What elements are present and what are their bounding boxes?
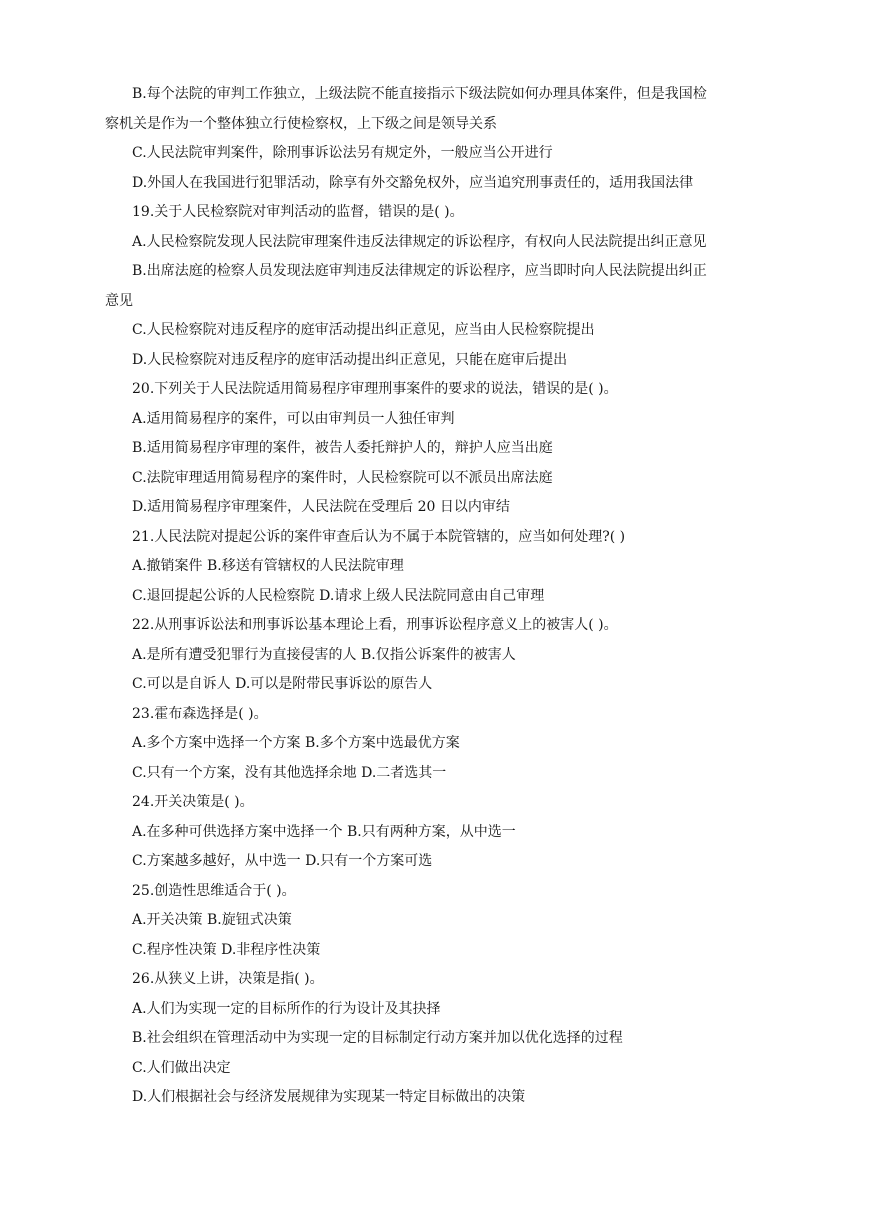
text-line: C.退回提起公诉的人民检察院 D.请求上级人民法院同意由自己审理	[132, 587, 545, 604]
text-line: 21.人民法院对提起公诉的案件审查后认为不属于本院管辖的，应当如何处理?( )	[132, 528, 626, 545]
text-line: D.外国人在我国进行犯罪活动，除享有外交豁免权外，应当追究刑事责任的，适用我国法律	[132, 174, 694, 191]
text-line: A.人民检察院发现人民法院审理案件违反法律规定的诉讼程序，有权向人民法院提出纠正意见	[132, 233, 707, 250]
text-line: 24.开关决策是( )。	[132, 794, 254, 810]
text-line: 22.从刑事诉讼法和刑事诉讼基本理论上看，刑事诉讼程序意义上的被害人( )。	[132, 617, 618, 633]
text-line: 察机关是作为一个整体独立行使检察权，上下级之间是领导关系	[105, 115, 497, 132]
text-line: 23.霍布森选择是( )。	[132, 705, 268, 722]
text-line: A.适用简易程序的案件，可以由审判员一人独任审判	[132, 410, 455, 427]
text-line: A.是所有遭受犯罪行为直接侵害的人 B.仅指公诉案件的被害人	[132, 646, 516, 663]
text-line: B.每个法院的审判工作独立，上级法院不能直接指示下级法院如何办理具体案件，但是我国检	[132, 86, 707, 102]
text-line: 25.创造性思维适合于( )。	[132, 882, 296, 899]
text-line: C.可以是自诉人 D.可以是附带民事诉讼的原告人	[132, 676, 433, 692]
text-line: A.多个方案中选择一个方案 B.多个方案中选最优方案	[132, 735, 460, 751]
text-line: B.社会组织在管理活动中为实现一定的目标制定行动方案并加以优化选择的过程	[132, 1030, 623, 1046]
text-line: D.人们根据社会与经济发展规律为实现某一特定目标做出的决策	[132, 1089, 526, 1105]
text-line: 20.下列关于人民法院适用简易程序审理刑事案件的要求的说法，错误的是( )。	[132, 381, 618, 397]
text-line: B.适用简易程序审理的案件，被告人委托辩护人的，辩护人应当出庭	[132, 440, 553, 456]
text-line: A.撤销案件 B.移送有管辖权的人民法院审理	[132, 558, 404, 574]
text-line: C.方案越多越好，从中选一 D.只有一个方案可选	[132, 853, 433, 869]
text-line: C.程序性决策 D.非程序性决策	[132, 941, 321, 958]
text-line: C.人民检察院对违反程序的庭审活动提出纠正意见，应当由人民检察院提出	[132, 322, 595, 338]
text-line: 意见	[105, 292, 133, 309]
text-line: A.人们为实现一定的目标所作的行为设计及其抉择	[132, 1000, 441, 1017]
text-line: D.适用简易程序审理案件，人民法院在受理后 20 日以内审结	[132, 499, 510, 515]
text-line: C.只有一个方案，没有其他选择余地 D.二者选其一	[132, 764, 447, 781]
text-line: D.人民检察院对违反程序的庭审活动提出纠正意见，只能在庭审后提出	[132, 351, 568, 368]
text-line: C.人们做出决定	[132, 1059, 231, 1076]
text-line: A.在多种可供选择方案中选择一个 B.只有两种方案，从中选一	[132, 823, 516, 840]
text-line: A.开关决策 B.旋钮式决策	[132, 912, 292, 928]
text-line: C.法院审理适用简易程序的案件时，人民检察院可以不派员出席法庭	[132, 469, 553, 486]
text-line: 19.关于人民检察院对审判活动的监督，错误的是( )。	[132, 204, 464, 220]
text-line: 26.从狭义上讲，决策是指( )。	[132, 971, 324, 987]
text-line: C.人民法院审判案件，除刑事诉讼法另有规定外，一般应当公开进行	[132, 145, 553, 161]
text-line: B.出席法庭的检察人员发现法庭审判违反法律规定的诉讼程序，应当即时向人民法院提出纠正	[132, 263, 707, 279]
document-body	[105, 80, 775, 1113]
